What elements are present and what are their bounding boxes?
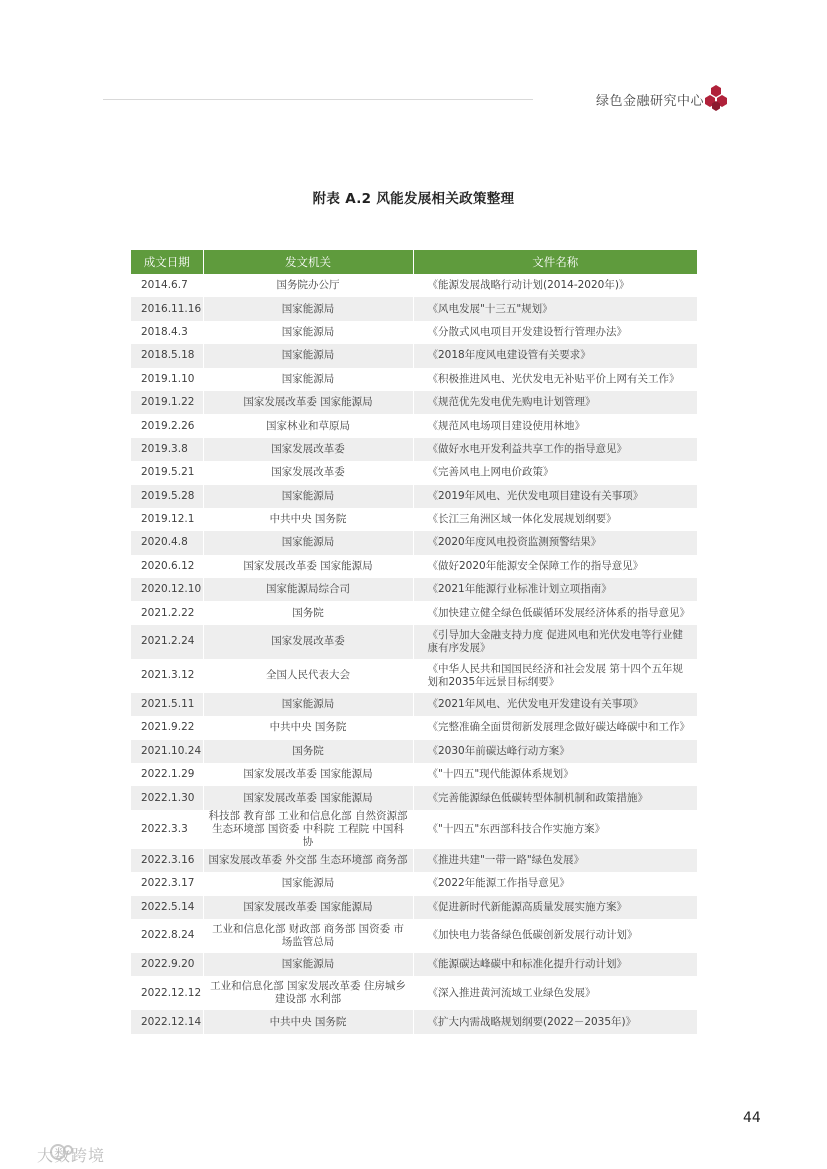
doc-cell: 《规范风电场项目建设使用林地》: [413, 414, 697, 437]
table-row: [131, 274, 697, 297]
date-cell: 2020.12.10: [131, 578, 203, 601]
org-cell: 科技部 教育部 工业和信息化部 自然资源部 生态环境部 国资委 中科院 工程院 中国科协: [203, 810, 413, 849]
table-row: [131, 321, 697, 344]
org-cell: 国家发展改革委: [203, 461, 413, 484]
org-cell: 国务院: [203, 601, 413, 624]
org-cell: 国务院办公厅: [203, 274, 413, 297]
doc-cell: 《完善能源绿色低碳转型体制机制和政策措施》: [413, 786, 697, 809]
org-cell: 国家能源局: [203, 344, 413, 367]
org-cell: 国家能源局综合司: [203, 578, 413, 601]
table-row: [131, 849, 697, 872]
doc-cell: 《中华人民共和国国民经济和社会发展 第十四个五年规划和2035年远景目标纲要》: [413, 659, 697, 693]
date-cell: 2021.5.11: [131, 693, 203, 716]
table-row: [131, 555, 697, 578]
column-header-org: 发文机关: [203, 250, 413, 274]
table-row: [131, 531, 697, 554]
date-cell: 2014.6.7: [131, 274, 203, 297]
table-row: [131, 693, 697, 716]
table-row: [131, 438, 697, 461]
date-cell: 2022.3.16: [131, 849, 203, 872]
date-cell: 2021.2.24: [131, 625, 203, 659]
org-cell: 国家能源局: [203, 321, 413, 344]
doc-cell: 《深入推进黄河流域工业绿色发展》: [413, 976, 697, 1010]
org-cell: 中共中央 国务院: [203, 716, 413, 739]
doc-cell: 《积极推进风电、光伏发电无补贴平价上网有关工作》: [413, 368, 697, 391]
date-cell: 2022.12.14: [131, 1010, 203, 1033]
table-row: [131, 976, 697, 1010]
date-cell: 2022.12.12: [131, 976, 203, 1010]
table-row: [131, 461, 697, 484]
doc-cell: 《引导加大金融支持力度 促进风电和光伏发电等行业健康有序发展》: [413, 625, 697, 659]
table-header-row: [131, 250, 697, 274]
date-cell: 2021.3.12: [131, 659, 203, 693]
table-row: [131, 344, 697, 367]
org-cell: 国家林业和草原局: [203, 414, 413, 437]
date-cell: 2018.4.3: [131, 321, 203, 344]
org-cell: 工业和信息化部 财政部 商务部 国资委 市场监管总局: [203, 919, 413, 953]
org-cell: 国务院: [203, 740, 413, 763]
org-cell: 国家发展改革委 国家能源局: [203, 786, 413, 809]
date-cell: 2020.6.12: [131, 555, 203, 578]
table-row: [131, 786, 697, 809]
org-cell: 国家能源局: [203, 297, 413, 320]
table-body: [131, 274, 697, 1034]
table-row: [131, 578, 697, 601]
doc-cell: 《完善风电上网电价政策》: [413, 461, 697, 484]
doc-cell: 《做好水电开发利益共享工作的指导意见》: [413, 438, 697, 461]
hexagon-logo-icon: [703, 84, 729, 112]
doc-cell: 《2021年风电、光伏发电开发建设有关事项》: [413, 693, 697, 716]
page-number: 44: [743, 1110, 761, 1126]
table-row: [131, 740, 697, 763]
table-row: [131, 391, 697, 414]
org-cell: 工业和信息化部 国家发展改革委 住房城乡建设部 水利部: [203, 976, 413, 1010]
doc-cell: 《风电发展"十三五"规划》: [413, 297, 697, 320]
date-cell: 2022.1.30: [131, 786, 203, 809]
org-cell: 国家发展改革委 国家能源局: [203, 555, 413, 578]
doc-cell: 《"十四五"现代能源体系规划》: [413, 763, 697, 786]
date-cell: 2019.1.22: [131, 391, 203, 414]
doc-cell: 《规范优先发电优先购电计划管理》: [413, 391, 697, 414]
date-cell: 2021.10.24: [131, 740, 203, 763]
date-cell: 2019.3.8: [131, 438, 203, 461]
doc-cell: 《推进共建"一带一路"绿色发展》: [413, 849, 697, 872]
date-cell: 2021.2.22: [131, 601, 203, 624]
org-cell: 国家发展改革委 国家能源局: [203, 763, 413, 786]
date-cell: 2019.1.10: [131, 368, 203, 391]
doc-cell: 《加快电力装备绿色低碳创新发展行动计划》: [413, 919, 697, 953]
date-cell: 2018.5.18: [131, 344, 203, 367]
column-header-doc: 文件名称: [413, 250, 697, 274]
date-cell: 2022.9.20: [131, 953, 203, 976]
table-row: [131, 414, 697, 437]
org-cell: 国家发展改革委: [203, 625, 413, 659]
org-cell: 全国人民代表大会: [203, 659, 413, 693]
date-cell: 2019.2.26: [131, 414, 203, 437]
org-cell: 国家发展改革委: [203, 438, 413, 461]
table-row: [131, 368, 697, 391]
doc-cell: 《完整准确全面贯彻新发展理念做好碳达峰碳中和工作》: [413, 716, 697, 739]
date-cell: 2022.3.3: [131, 810, 203, 849]
org-cell: 中共中央 国务院: [203, 1010, 413, 1033]
doc-cell: 《加快建立健全绿色低碳循环发展经济体系的指导意见》: [413, 601, 697, 624]
table-row: [131, 1010, 697, 1033]
doc-cell: 《能源碳达峰碳中和标准化提升行动计划》: [413, 953, 697, 976]
date-cell: 2019.12.1: [131, 508, 203, 531]
date-cell: 2020.4.8: [131, 531, 203, 554]
watermark-text: 大数跨境: [37, 1146, 106, 1165]
table-row: [131, 659, 697, 693]
doc-cell: 《扩大内需战略规划纲要(2022－2035年)》: [413, 1010, 697, 1033]
org-cell: 国家能源局: [203, 693, 413, 716]
table-row: [131, 763, 697, 786]
column-header-date: 成文日期: [131, 250, 203, 274]
date-cell: 2022.1.29: [131, 763, 203, 786]
doc-cell: 《促进新时代新能源高质量发展实施方案》: [413, 896, 697, 919]
doc-cell: 《2020年度风电投资监测预警结果》: [413, 531, 697, 554]
table-row: [131, 872, 697, 895]
date-cell: 2019.5.28: [131, 485, 203, 508]
org-cell: 国家能源局: [203, 485, 413, 508]
doc-cell: 《2021年能源行业标准计划立项指南》: [413, 578, 697, 601]
date-cell: 2022.3.17: [131, 872, 203, 895]
org-cell: 中共中央 国务院: [203, 508, 413, 531]
table-row: [131, 297, 697, 320]
org-cell: 国家能源局: [203, 872, 413, 895]
doc-cell: 《"十四五"东西部科技合作实施方案》: [413, 810, 697, 849]
doc-cell: 《2018年度风电建设管有关要求》: [413, 344, 697, 367]
table-row: [131, 625, 697, 659]
table-row: [131, 508, 697, 531]
date-cell: 2016.11.16: [131, 297, 203, 320]
doc-cell: 《分散式风电项目开发建设暂行管理办法》: [413, 321, 697, 344]
header-org-name: 绿色金融研究中心: [596, 94, 705, 109]
date-cell: 2021.9.22: [131, 716, 203, 739]
doc-cell: 《2030年前碳达峰行动方案》: [413, 740, 697, 763]
policy-table: [131, 250, 697, 1034]
table-row: [131, 716, 697, 739]
doc-cell: 《2022年能源工作指导意见》: [413, 872, 697, 895]
org-cell: 国家发展改革委 外交部 生态环境部 商务部: [203, 849, 413, 872]
doc-cell: 《长江三角洲区域一体化发展规划纲要》: [413, 508, 697, 531]
table-row: [131, 919, 697, 953]
table-row: [131, 953, 697, 976]
table-row: [131, 810, 697, 849]
doc-cell: 《能源发展战略行动计划(2014-2020年)》: [413, 274, 697, 297]
org-cell: 国家能源局: [203, 368, 413, 391]
table-row: [131, 896, 697, 919]
org-cell: 国家能源局: [203, 953, 413, 976]
date-cell: 2022.5.14: [131, 896, 203, 919]
date-cell: 2022.8.24: [131, 919, 203, 953]
org-cell: 国家发展改革委 国家能源局: [203, 896, 413, 919]
doc-cell: 《2019年风电、光伏发电项目建设有关事项》: [413, 485, 697, 508]
table-row: [131, 485, 697, 508]
org-cell: 国家发展改革委 国家能源局: [203, 391, 413, 414]
table-caption: 附表 A.2 风能发展相关政策整理: [312, 191, 515, 207]
date-cell: 2019.5.21: [131, 461, 203, 484]
table-row: [131, 601, 697, 624]
org-cell: 国家能源局: [203, 531, 413, 554]
header-rule: [103, 99, 533, 100]
doc-cell: 《做好2020年能源安全保障工作的指导意见》: [413, 555, 697, 578]
